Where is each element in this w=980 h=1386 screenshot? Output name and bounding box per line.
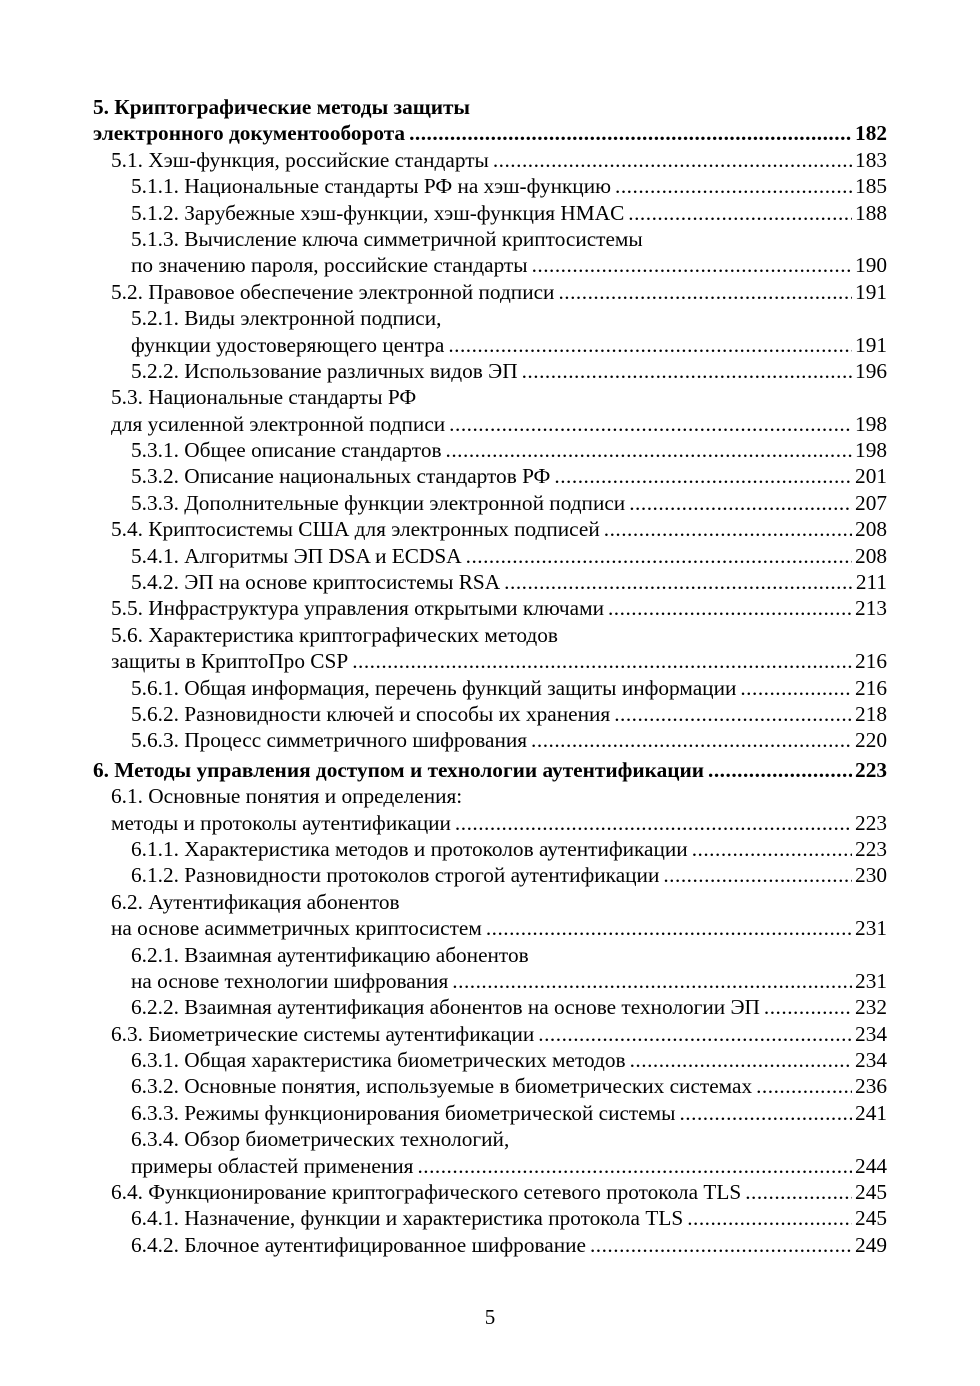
toc-entry-continued-title (93, 305, 887, 331)
toc-entry-page: 196 (855, 358, 887, 383)
dot-leader (615, 173, 852, 199)
toc-entry-title: 5.6.2. Разновидности ключей и способы их хранения (131, 701, 611, 726)
toc-entry (93, 1179, 887, 1205)
toc-entry (93, 595, 887, 621)
dot-leader (504, 569, 853, 595)
toc-entry-page: 231 (855, 916, 887, 941)
toc-entry-page: 198 (855, 438, 887, 463)
dot-leader (532, 252, 852, 278)
dot-leader (409, 120, 852, 146)
toc-entry (93, 1047, 887, 1073)
toc-entry-page: 182 (855, 121, 887, 146)
toc-entry-title: 5.6. Характеристика криптографических методов (111, 622, 558, 647)
dot-leader (554, 463, 852, 489)
toc-entry-title: 6. Методы управления доступом и технологии аутентификации (93, 757, 705, 782)
toc-entry (93, 463, 887, 489)
toc-entry (93, 1232, 887, 1258)
toc-entry (93, 543, 887, 569)
toc-entry-page: 223 (855, 757, 887, 782)
toc-entry-title: функции удостоверяющего центра (131, 332, 445, 357)
toc-entry (93, 994, 887, 1020)
toc-entry-page: 234 (855, 1021, 887, 1046)
toc-entry (93, 836, 887, 862)
toc-entry-title: 5.5. Инфраструктура управления открытыми ключами (111, 596, 604, 621)
dot-leader (558, 279, 852, 305)
dot-leader (531, 727, 852, 753)
dot-leader (708, 757, 852, 783)
toc-entry-title: 6.1.1. Характеристика методов и протоколов аутентификации (131, 836, 688, 861)
toc-entry-title: примеры областей применения (131, 1153, 414, 1178)
toc-entry-page: 234 (855, 1048, 887, 1073)
toc-entry (93, 147, 887, 173)
toc-entry (93, 648, 887, 674)
toc-entry (93, 173, 887, 199)
toc-entry (93, 1205, 887, 1231)
toc-entry-title: на основе асимметричных криптосистем (111, 916, 482, 941)
toc-entry (93, 200, 887, 226)
toc-entry (93, 358, 887, 384)
dot-leader (486, 915, 852, 941)
toc-entry-title: 6.2.2. Взаимная аутентификация абонентов на основе технологии ЭП (131, 995, 760, 1020)
toc-entry-continued-title (93, 1126, 887, 1152)
toc-entry-page: 190 (855, 253, 887, 278)
toc-entry-title: 5.4. Криптосистемы США для электронных подписей (111, 517, 600, 542)
toc-entry-page: 236 (855, 1074, 887, 1099)
dot-leader (590, 1232, 852, 1258)
dot-leader (740, 675, 852, 701)
toc-entry-title: 5.2.1. Виды электронной подписи, (131, 306, 442, 331)
toc-entry (93, 490, 887, 516)
toc-entry-page: 244 (855, 1153, 887, 1178)
toc-entry (93, 1021, 887, 1047)
toc-entry-page: 232 (855, 995, 887, 1020)
toc-entry-title: 5.1.1. Национальные стандарты РФ на хэш-функцию (131, 174, 612, 199)
toc-entry-title: 6.2.1. Взаимная аутентификацию абонентов (131, 942, 529, 967)
toc-entry-title: 5.1. Хэш-функция, российские стандарты (111, 147, 489, 172)
toc-entry-title: 6.4.2. Блочное аутентифицированное шифрование (131, 1232, 586, 1257)
toc-entry-page: 218 (855, 701, 887, 726)
dot-leader (764, 994, 852, 1020)
toc-entry-page: 208 (855, 517, 887, 542)
toc-entry-title: 6.3. Биометрические системы аутентификации (111, 1021, 535, 1046)
toc-entry-title: 6.3.4. Обзор биометрических технологий, (131, 1127, 510, 1152)
toc-entry-page: 201 (855, 464, 887, 489)
toc-entry-continued-title (93, 94, 887, 120)
dot-leader (745, 1179, 852, 1205)
toc-entry-page: 223 (855, 836, 887, 861)
toc-entry (93, 757, 887, 783)
toc-entry-title: 5.3.2. Описание национальных стандартов РФ (131, 464, 551, 489)
dot-leader (629, 490, 852, 516)
toc-entry-title: 5.4.2. ЭП на основе криптосистемы RSA (131, 570, 501, 595)
toc-entry-page: 245 (855, 1180, 887, 1205)
toc-entry-title: 5.1.3. Вычисление ключа симметричной криптосистемы (131, 226, 643, 251)
toc-entry-title: 5.2.2. Использование различных видов ЭП (131, 358, 518, 383)
toc-entry-page: 208 (855, 543, 887, 568)
toc-entry-title: 6.4. Функционирование криптографического сетевого протокола TLS (111, 1180, 742, 1205)
toc-entry (93, 569, 887, 595)
dot-leader (679, 1100, 852, 1126)
toc-entry (93, 675, 887, 701)
toc-entry (93, 437, 887, 463)
toc-entry-page: 191 (855, 279, 887, 304)
toc-entry-continued-title (93, 226, 887, 252)
toc-entry-page: 241 (855, 1100, 887, 1125)
toc-entry-page: 191 (855, 332, 887, 357)
toc-entry-title: 5.3.1. Общее описание стандартов (131, 438, 442, 463)
dot-leader (630, 1047, 852, 1073)
toc-entry-page: 231 (855, 968, 887, 993)
toc-entry-page: 220 (855, 728, 887, 753)
toc-entry-page: 207 (855, 490, 887, 515)
toc-entry (93, 968, 887, 994)
toc-entry-title: 6.3.1. Общая характеристика биометрических методов (131, 1048, 626, 1073)
toc-entry-page: 211 (855, 570, 887, 595)
table-of-contents (93, 94, 887, 1258)
toc-entry (93, 1100, 887, 1126)
dot-leader (449, 411, 852, 437)
toc-entry-title: 6.3.3. Режимы функционирования биометрической системы (131, 1100, 676, 1125)
dot-leader (352, 648, 852, 674)
toc-entry-title: 6.3.2. Основные понятия, используемые в биометрических системах (131, 1074, 753, 1099)
toc-entry-page: 185 (855, 174, 887, 199)
toc-entry-continued-title (93, 889, 887, 915)
toc-entry (93, 862, 887, 888)
toc-entry-title: на основе технологии шифрования (131, 968, 449, 993)
toc-entry-page: 216 (855, 675, 887, 700)
dot-leader (417, 1153, 852, 1179)
dot-leader (446, 437, 853, 463)
toc-entry (93, 120, 887, 146)
toc-entry (93, 411, 887, 437)
page-number: 5 (484, 1305, 496, 1329)
toc-entry (93, 915, 887, 941)
toc-entry (93, 1073, 887, 1099)
dot-leader (493, 147, 852, 173)
toc-entry-continued-title (93, 783, 887, 809)
dot-leader (614, 701, 852, 727)
toc-entry-title: защиты в КриптоПро CSP (111, 649, 349, 674)
toc-entry (93, 701, 887, 727)
toc-entry-title: 5.4.1. Алгоритмы ЭП DSA и ECDSA (131, 543, 462, 568)
toc-entry-title: 5.3. Национальные стандарты РФ (111, 385, 417, 410)
dot-leader (452, 968, 852, 994)
toc-entry-title: методы и протоколы аутентификации (111, 810, 451, 835)
dot-leader (608, 595, 852, 621)
toc-entry-title: 6.4.1. Назначение, функции и характеристика протокола TLS (131, 1206, 684, 1231)
dot-leader (466, 543, 852, 569)
toc-entry-title: электронного документооборота (93, 121, 406, 146)
toc-entry-title: 5.6.3. Процесс симметричного шифрования (131, 728, 528, 753)
toc-entry-title: для усиленной электронной подписи (111, 411, 446, 436)
toc-entry-title: 6.1.2. Разновидности протоколов строгой аутентификации (131, 863, 660, 888)
toc-entry (93, 727, 887, 753)
toc-entry (93, 516, 887, 542)
dot-leader (687, 1205, 852, 1231)
toc-entry (93, 810, 887, 836)
dot-leader (604, 516, 852, 542)
toc-entry-continued-title (93, 622, 887, 648)
dot-leader (628, 200, 852, 226)
toc-entry-continued-title (93, 942, 887, 968)
toc-entry-page: 249 (855, 1232, 887, 1257)
toc-entry-page: 198 (855, 411, 887, 436)
toc-entry-page: 223 (855, 810, 887, 835)
toc-entry (93, 252, 887, 278)
toc-entry-continued-title (93, 384, 887, 410)
dot-leader (692, 836, 852, 862)
toc-entry-page: 216 (855, 649, 887, 674)
dot-leader (448, 332, 852, 358)
toc-entry-page: 245 (855, 1206, 887, 1231)
toc-entry-title: 5. Криптографические методы защиты (93, 95, 471, 119)
toc-entry-title: 5.1.2. Зарубежные хэш-функции, хэш-функция HMAC (131, 200, 625, 225)
toc-entry-page: 188 (855, 200, 887, 225)
dot-leader (756, 1073, 852, 1099)
toc-entry-title: 5.3.3. Дополнительные функции электронной подписи (131, 490, 626, 515)
dot-leader (538, 1021, 852, 1047)
toc-entry-page: 230 (855, 863, 887, 888)
toc-entry-title: 6.2. Аутентификация абонентов (111, 889, 400, 914)
toc-entry-title: по значению пароля, российские стандарты (131, 253, 528, 278)
toc-entry-page: 183 (855, 147, 887, 172)
toc-entry (93, 332, 887, 358)
toc-entry-title: 6.1. Основные понятия и определения: (111, 784, 463, 809)
toc-entry-title: 5.6.1. Общая информация, перечень функций защиты информации (131, 675, 737, 700)
toc-entry (93, 279, 887, 305)
dot-leader (455, 810, 852, 836)
dot-leader (663, 862, 852, 888)
toc-entry-title: 5.2. Правовое обеспечение электронной подписи (111, 279, 555, 304)
dot-leader (522, 358, 852, 384)
toc-entry-page: 213 (855, 596, 887, 621)
toc-entry (93, 1153, 887, 1179)
